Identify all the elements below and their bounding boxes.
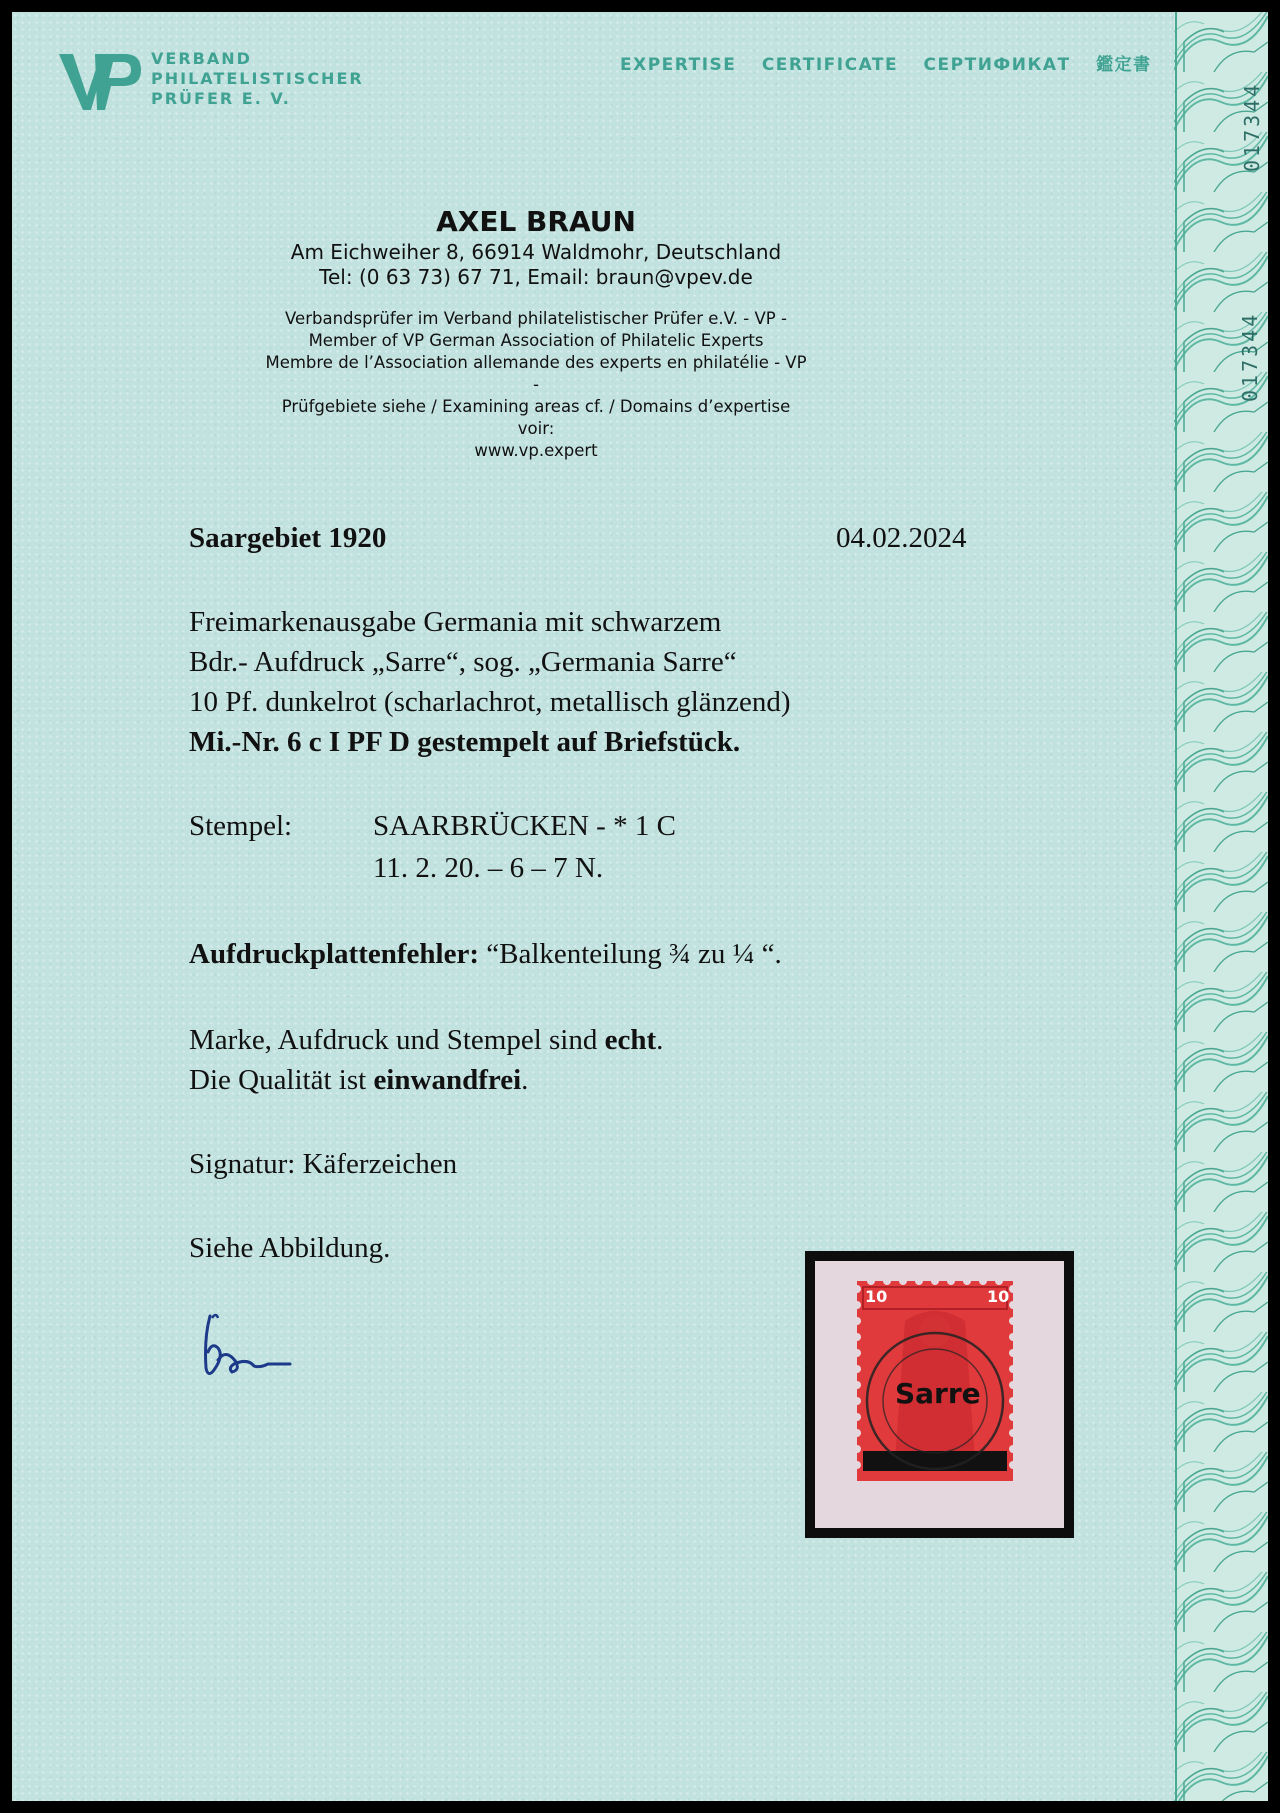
expert-address: Am Eichweiher 8, 66914 Waldmohr, Deutschland bbox=[290, 240, 782, 264]
membership-line: Member of VP German Association of Philatelic Experts bbox=[308, 331, 764, 350]
genuine-text: Marke, Aufdruck und Stempel sind bbox=[189, 1024, 605, 1056]
description-line: Freimarkenausgabe Germania mit schwarzem bbox=[189, 606, 722, 638]
plate-error-value: “Balkenteilung ¾ zu ¼ “. bbox=[478, 938, 782, 970]
plate-error-label: Aufdruckplattenfehler: bbox=[189, 938, 479, 970]
expert-contact: Tel: (0 63 73) 67 71, Email: braun@vpev.de bbox=[319, 265, 753, 289]
stamp-value-right: 10 bbox=[987, 1287, 1010, 1306]
logo-line: PHILATELISTISCHER bbox=[151, 69, 364, 88]
plate-error-line bbox=[189, 938, 782, 971]
logo-line: PRÜFER E. V. bbox=[151, 89, 291, 108]
expert-header bbox=[262, 204, 810, 462]
stamp-value-left: 10 bbox=[865, 1287, 888, 1306]
membership-website: www.vp.expert bbox=[474, 441, 598, 460]
vp-logo-icon bbox=[55, 48, 143, 118]
security-border-pattern bbox=[1174, 12, 1268, 1801]
cancel-place: SAARBRÜCKEN - * 1 C bbox=[373, 810, 676, 842]
membership-line: Prüfgebiete siehe / Examining areas cf. / Domains d’expertise voir: bbox=[281, 397, 791, 438]
membership-line: Membre de l’Association allemande des experts en philatélie - VP - bbox=[265, 353, 807, 394]
genuine-period: . bbox=[656, 1024, 664, 1056]
handwritten-signature bbox=[194, 1308, 304, 1388]
title-certificate: CERTIFICATE bbox=[761, 55, 899, 75]
quality-period: . bbox=[521, 1064, 529, 1096]
see-image-line: Siehe Abbildung. bbox=[189, 1232, 391, 1264]
expert-name: AXEL BRAUN bbox=[436, 205, 636, 238]
quality-text: Die Qualität ist bbox=[189, 1064, 374, 1096]
title-expertise: EXPERTISE bbox=[620, 55, 737, 75]
certificate-date: 04.02.2024 bbox=[836, 522, 967, 554]
catalogue-number: Mi.-Nr. 6 c I PF D gestempelt auf Briefstück. bbox=[189, 726, 741, 758]
cancel-date: 11. 2. 20. – 6 – 7 N. bbox=[373, 852, 604, 884]
quality-verdict: einwandfrei bbox=[373, 1064, 522, 1096]
piece-of-cover bbox=[815, 1261, 1064, 1528]
signature-mark-line: Signatur: Käferzeichen bbox=[189, 1148, 458, 1180]
title-japanese: 鑑定書 bbox=[1096, 55, 1152, 75]
membership-line: Verbandsprüfer im Verband philatelistischer Prüfer e.V. - VP - bbox=[285, 309, 787, 328]
genuine-line bbox=[189, 1024, 663, 1057]
certificate-sheet bbox=[12, 12, 1268, 1801]
description-line: Bdr.- Aufdruck „Sarre“, sog. „Germania Sarre“ bbox=[189, 646, 737, 678]
genuine-verdict: echt bbox=[604, 1024, 657, 1056]
quality-line bbox=[189, 1064, 528, 1097]
collecting-area: Saargebiet 1920 bbox=[189, 522, 387, 554]
serial-number-middle: 017344 bbox=[1238, 311, 1262, 402]
serial-number-top: 017344 bbox=[1240, 81, 1264, 172]
stamp-overprint: Sarre bbox=[895, 1377, 981, 1410]
certificate-titles bbox=[620, 50, 1170, 75]
logo-wordmark bbox=[151, 49, 364, 109]
description-line: 10 Pf. dunkelrot (scharlachrot, metallisch glänzend) bbox=[189, 686, 791, 718]
logo-line: VERBAND bbox=[151, 49, 252, 68]
membership-block bbox=[262, 308, 810, 462]
stamp-photo-frame bbox=[805, 1251, 1074, 1538]
cancel-label: Stempel: bbox=[189, 810, 293, 842]
title-russian: СЕРТИФИКАТ bbox=[923, 55, 1071, 75]
